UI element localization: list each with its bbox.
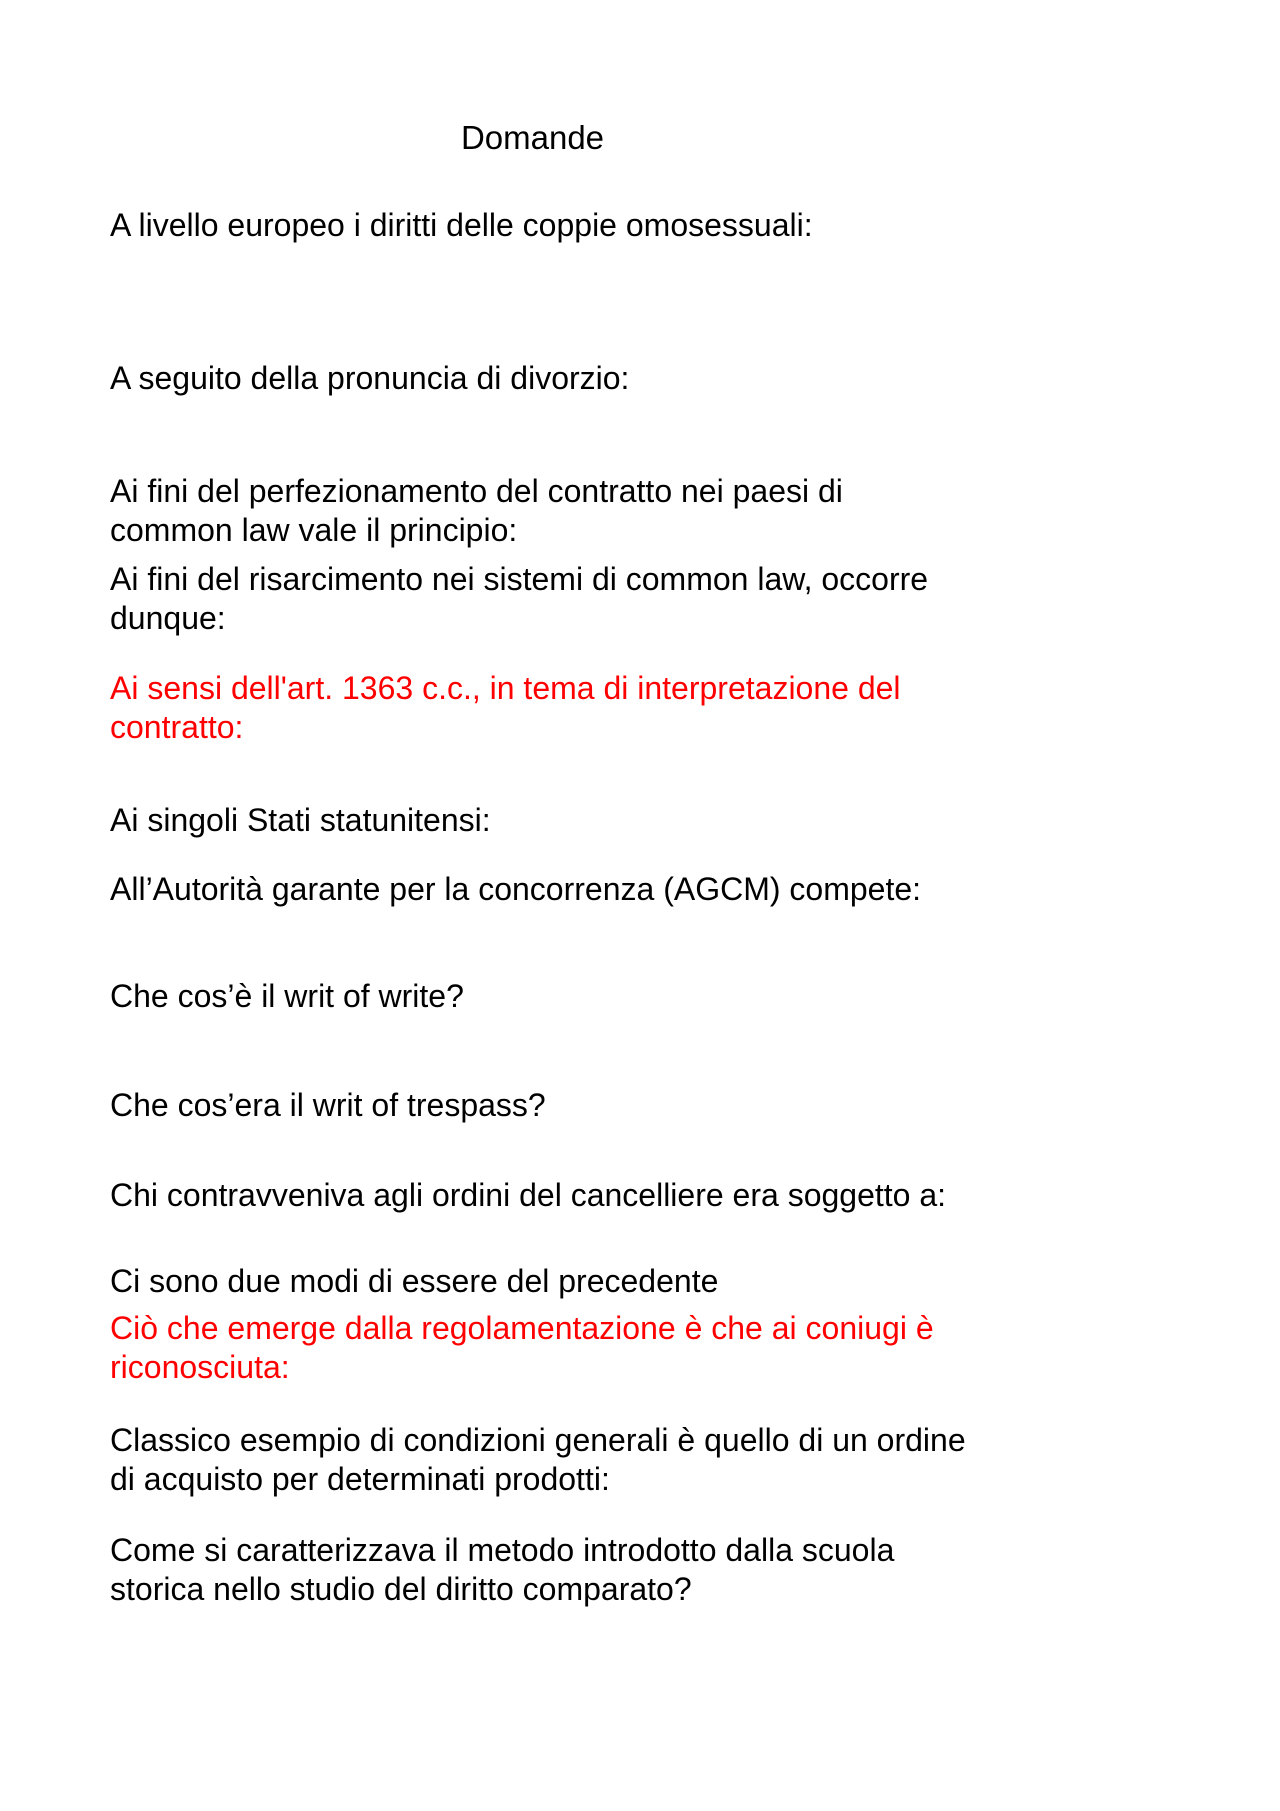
question-5: Ai sensi dell'art. 1363 c.c., in tema di interpretazione del contratto: — [110, 670, 901, 745]
question-8: Che cos’è il writ of write? — [110, 978, 464, 1014]
question-6: Ai singoli Stati statunitensi: — [110, 802, 491, 838]
question-7: All’Autorità garante per la concorrenza (AGCM) compete: — [110, 871, 922, 907]
question-1: A livello europeo i diritti delle coppie omosessuali: — [110, 207, 813, 243]
question-12: Ciò che emerge dalla regolamentazione è che ai coniugi è riconosciuta: — [110, 1310, 934, 1385]
question-9: Che cos’era il writ of trespass? — [110, 1087, 546, 1123]
question-11: Ci sono due modi di essere del precedente — [110, 1263, 719, 1299]
question-13: Classico esempio di condizioni generali è quello di un ordine di acquisto per determinati prodotti: — [110, 1422, 966, 1497]
question-2: A seguito della pronuncia di divorzio: — [110, 360, 630, 396]
document-title: Domande — [460, 119, 605, 156]
question-3: Ai fini del perfezionamento del contratto nei paesi di common law vale il principio: — [110, 473, 843, 548]
question-14: Come si caratterizzava il metodo introdotto dalla scuola storica nello studio del diritto comparato? — [110, 1532, 895, 1607]
question-4: Ai fini del risarcimento nei sistemi di common law, occorre dunque: — [110, 561, 929, 636]
question-10: Chi contravveniva agli ordini del cancelliere era soggetto a: — [110, 1177, 947, 1213]
